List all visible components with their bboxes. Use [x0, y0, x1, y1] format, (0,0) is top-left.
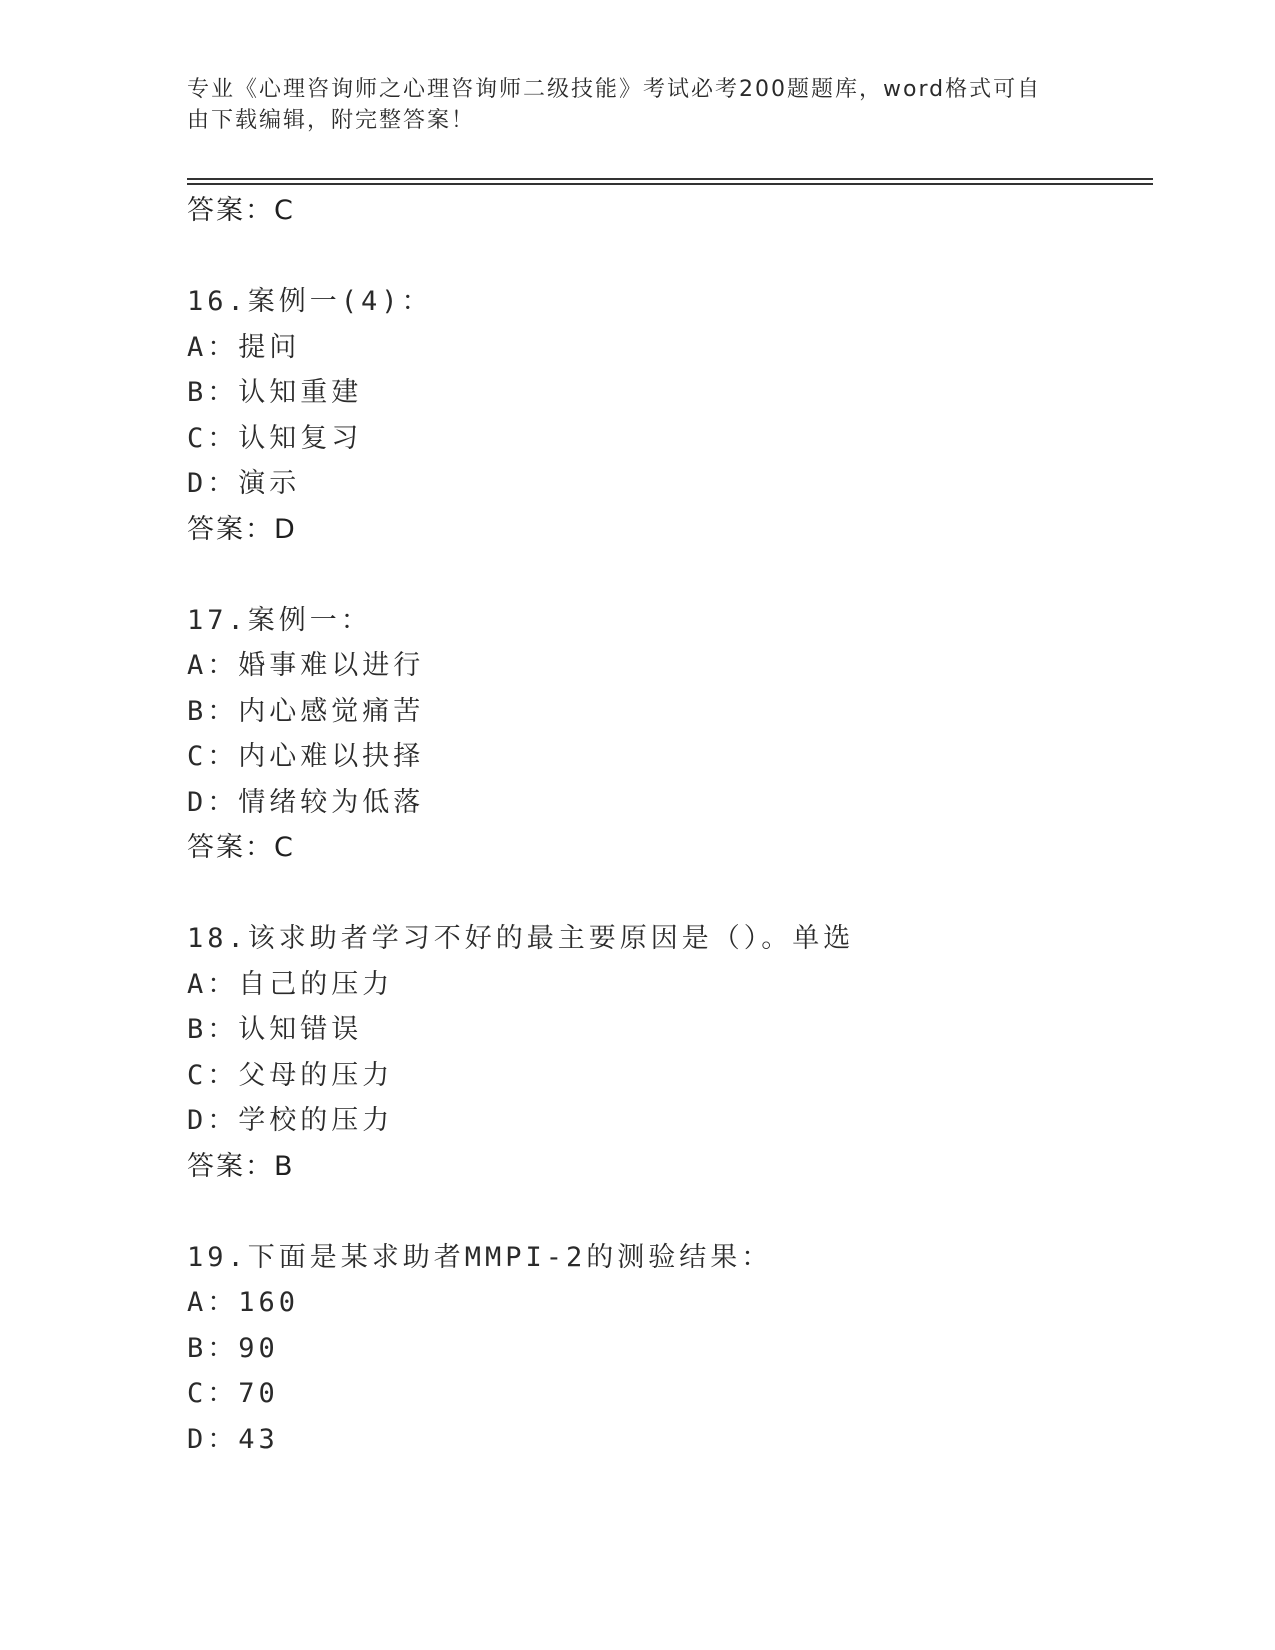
header-divider-top — [187, 178, 1153, 180]
option-text: 认知复习 — [238, 422, 363, 454]
option-a — [187, 643, 1147, 689]
option-text: 43 — [238, 1423, 279, 1455]
option-text: 70 — [238, 1378, 279, 1409]
spacer — [187, 234, 1147, 280]
option-b — [187, 689, 1147, 735]
option-key: A： — [187, 331, 239, 363]
header-line-2: 由下载编辑，附完整答案！ — [187, 108, 476, 133]
option-c — [187, 734, 1147, 780]
option-key: C： — [187, 1059, 239, 1091]
option-key: D： — [187, 1423, 239, 1455]
option-text: 认知重建 — [238, 377, 363, 408]
option-a — [187, 1280, 1147, 1326]
option-a — [187, 325, 1147, 371]
question-title: 17.案例一： — [187, 604, 372, 636]
question-block — [187, 279, 1147, 552]
answer-line: 答案：D — [187, 513, 297, 545]
option-key: D： — [187, 1105, 239, 1136]
option-key: C： — [187, 1378, 239, 1409]
option-c — [187, 1371, 1147, 1417]
header-divider-bottom — [187, 183, 1153, 185]
spacer — [187, 871, 1147, 917]
question-title: 16.案例一(4)： — [187, 286, 433, 317]
answer-line: 答案：B — [187, 1150, 295, 1182]
option-d — [187, 1417, 1147, 1463]
option-key: B： — [187, 695, 239, 727]
option-key: B： — [187, 377, 239, 408]
document-header — [187, 74, 1067, 136]
question-block — [187, 598, 1147, 871]
option-b — [187, 370, 1147, 416]
option-key: B： — [187, 1332, 239, 1364]
option-key: C： — [187, 741, 239, 772]
option-key: C： — [187, 422, 239, 454]
question-block — [187, 916, 1147, 1189]
option-key: D： — [187, 786, 239, 818]
spacer — [187, 1189, 1147, 1235]
option-d — [187, 1098, 1147, 1144]
question-list — [187, 188, 1147, 1462]
header-line-1: 专业《心理咨询师之心理咨询师二级技能》考试必考200题题库，word格式可自 — [187, 77, 1042, 102]
option-key: B： — [187, 1014, 239, 1045]
option-d — [187, 461, 1147, 507]
option-c — [187, 416, 1147, 462]
option-key: D： — [187, 468, 239, 499]
spacer — [187, 552, 1147, 598]
question-title: 19.下面是某求助者MMPI-2的测验结果： — [187, 1241, 773, 1273]
answer-line: 答案：C — [187, 195, 295, 226]
option-text: 婚事难以进行 — [238, 650, 425, 681]
option-text: 演示 — [238, 468, 301, 499]
option-text: 自己的压力 — [238, 968, 394, 1000]
question-block — [187, 1235, 1147, 1463]
option-text: 情绪较为低落 — [238, 786, 425, 818]
option-key: A： — [187, 650, 239, 681]
option-text: 内心感觉痛苦 — [238, 695, 425, 727]
option-text: 90 — [238, 1332, 279, 1364]
answer-line: 答案：C — [187, 832, 295, 863]
option-a — [187, 962, 1147, 1008]
option-text: 提问 — [238, 331, 301, 363]
option-d — [187, 780, 1147, 826]
option-text: 认知错误 — [238, 1014, 363, 1045]
option-key: A： — [187, 968, 239, 1000]
option-text: 父母的压力 — [238, 1059, 394, 1091]
question-title: 18.该求助者学习不好的最主要原因是（）。单选 — [187, 923, 855, 954]
option-text: 学校的压力 — [238, 1105, 394, 1136]
option-c — [187, 1053, 1147, 1099]
option-text: 160 — [238, 1287, 300, 1318]
option-key: A： — [187, 1287, 239, 1318]
option-text: 内心难以抉择 — [238, 741, 425, 772]
option-b — [187, 1326, 1147, 1372]
option-b — [187, 1007, 1147, 1053]
